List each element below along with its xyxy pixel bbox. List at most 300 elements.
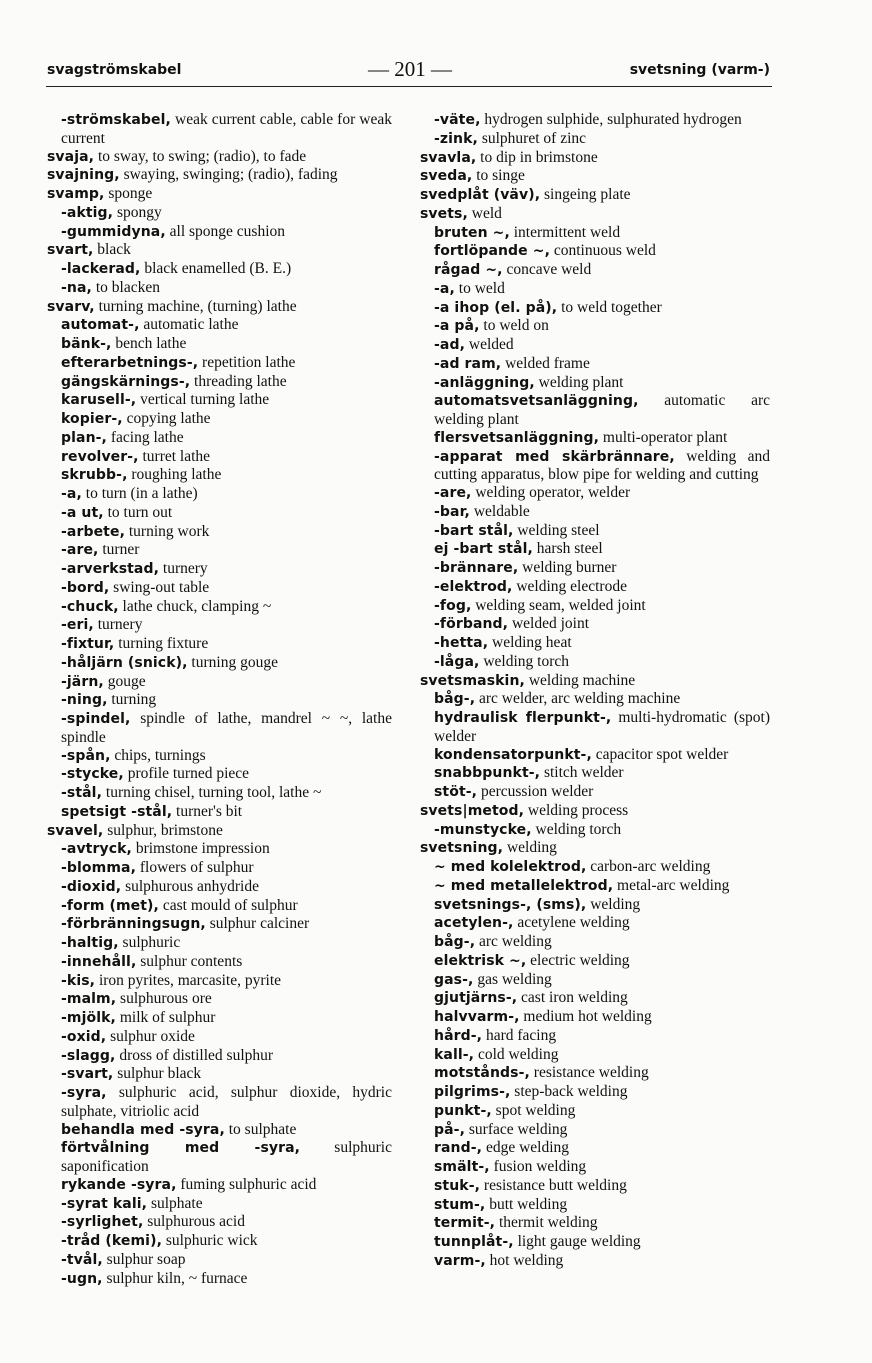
entry-headword: halvvarm-,: [434, 1009, 520, 1025]
entry-definition: sulphur calciner: [205, 915, 310, 933]
dictionary-subentry: [47, 897, 392, 916]
entry-definition: arc welder, arc welding machine: [475, 690, 681, 708]
entry-definition: turning: [107, 691, 157, 709]
entry-headword: -mjölk,: [61, 1010, 116, 1026]
dictionary-subentry: [420, 1083, 770, 1102]
entry-definition: to blacken: [91, 278, 160, 296]
entry-headword: ej -bart stål,: [434, 541, 533, 558]
entry-headword: -spån,: [61, 747, 111, 764]
entry-definition: welding operator, welder: [471, 484, 631, 501]
entry-definition: multi-operator plant: [599, 428, 728, 446]
entry-headword: -syra,: [61, 1085, 107, 1101]
entry-headword: -munstycke,: [434, 821, 532, 838]
entry-headword: -a,: [61, 486, 82, 502]
entry-headword: efterarbetnings-,: [61, 354, 199, 371]
dictionary-entry: [420, 205, 770, 224]
entry-headword: svetsning,: [420, 840, 504, 857]
dictionary-subentry: [420, 858, 770, 877]
entry-headword: revolver-,: [61, 448, 139, 465]
entry-definition: sulphuret of zinc: [477, 129, 587, 147]
entry-headword: -fixtur,: [61, 636, 115, 652]
dictionary-subentry: [47, 691, 392, 710]
dictionary-subentry: [47, 915, 392, 934]
entry-definition: brimstone impression: [131, 840, 270, 858]
entry-headword: kall-,: [434, 1046, 475, 1063]
dictionary-subentry: [420, 783, 770, 802]
entry-headword: -a,: [434, 280, 455, 297]
entry-headword: -ad,: [434, 337, 465, 353]
entry-definition: cast mould of sulphur: [158, 896, 298, 914]
dictionary-subentry: [47, 111, 392, 148]
dictionary-subentry: [420, 540, 770, 559]
dictionary-subentry: [47, 1195, 392, 1214]
entry-headword: plan-,: [61, 429, 107, 446]
dictionary-subentry: [47, 953, 392, 972]
dictionary-subentry: [47, 784, 392, 803]
dictionary-subentry: [420, 952, 770, 971]
dictionary-subentry: [420, 578, 770, 597]
dictionary-entry: [420, 186, 770, 205]
dictionary-subentry: [420, 1177, 770, 1196]
dictionary-subentry: [420, 355, 770, 374]
dictionary-subentry: [47, 654, 392, 673]
entry-definition: turner: [98, 541, 140, 559]
dictionary-subentry: [47, 803, 392, 822]
dictionary-subentry: [420, 1196, 770, 1215]
entry-headword: -kis,: [61, 972, 96, 989]
dictionary-subentry: [420, 896, 770, 915]
entry-headword: behandla med -syra,: [61, 1121, 225, 1138]
entry-definition: to weld on: [479, 317, 549, 335]
entry-headword: kopier-,: [61, 411, 123, 427]
entry-headword: -svart,: [61, 1066, 114, 1083]
entry-definition: spongy: [113, 203, 162, 221]
dictionary-subentry: [420, 615, 770, 634]
entry-headword: gas-,: [434, 971, 474, 988]
entry-definition: copying lathe: [122, 410, 211, 427]
entry-headword: -chuck,: [61, 598, 119, 615]
entry-definition: intermittent weld: [509, 223, 621, 241]
entry-headword: gjutjärns-,: [434, 990, 518, 1007]
dictionary-entry: [47, 185, 392, 204]
entry-headword: svets|metod,: [420, 802, 525, 819]
dictionary-subentry: [47, 1251, 392, 1270]
entry-headword: acetylen-,: [434, 915, 514, 932]
dictionary-subentry: [420, 877, 770, 896]
entry-definition: concave weld: [502, 261, 592, 278]
dictionary-subentry: [47, 391, 392, 410]
dictionary-entry: [420, 167, 770, 186]
dictionary-entry: [47, 166, 392, 185]
dictionary-entry: [47, 822, 392, 841]
dictionary-column-right: [420, 111, 770, 1271]
dictionary-subentry: [47, 990, 392, 1009]
entry-headword: kondensatorpunkt-,: [434, 746, 592, 763]
entry-definition: black: [93, 241, 131, 259]
dictionary-subentry: [420, 634, 770, 653]
entry-definition: welding plant: [534, 373, 624, 391]
entry-headword: automat-,: [61, 317, 140, 334]
entry-headword: rågad ~,: [434, 262, 503, 278]
entry-definition: repetition lathe: [198, 353, 296, 371]
entry-definition: chips, turnings: [110, 746, 206, 764]
entry-definition: black enamelled (B. E.): [140, 260, 292, 277]
entry-definition: welding steel: [513, 521, 600, 539]
entry-headword: -eri,: [61, 617, 94, 634]
entry-headword: -malm,: [61, 991, 117, 1008]
entry-definition: light gauge welding: [513, 1233, 641, 1250]
entry-definition: fuming sulphuric acid: [176, 1175, 317, 1193]
dictionary-subentry: [420, 746, 770, 765]
entry-headword: -lackerad,: [61, 261, 141, 277]
entry-headword: -na,: [61, 279, 92, 296]
entry-definition: turret lathe: [138, 447, 211, 465]
entry-headword: svarv,: [47, 298, 95, 315]
entry-definition: turning chisel, turning tool, lathe ~: [102, 784, 322, 801]
entry-headword: snabbpunkt-,: [434, 765, 541, 782]
dictionary-subentry: [420, 317, 770, 336]
entry-definition: welding and cutting apparatus, blow pipe for welding and cutting: [434, 447, 770, 484]
dictionary-subentry: [420, 1214, 770, 1233]
entry-definition: turnery: [93, 616, 143, 634]
entry-headword: spetsigt -stål,: [61, 803, 173, 820]
entry-definition: welding process: [524, 801, 629, 819]
dictionary-subentry: [47, 616, 392, 635]
entry-headword: automatsvetsanläggning,: [434, 393, 639, 410]
entry-definition: stitch welder: [540, 764, 624, 782]
dictionary-subentry: [420, 1008, 770, 1027]
entry-headword: svetsmaskin,: [420, 672, 525, 689]
entry-headword: -syrat kali,: [61, 1195, 148, 1212]
entry-definition: hot welding: [485, 1251, 564, 1269]
dictionary-subentry: [47, 1047, 392, 1066]
entry-definition: to sway, to swing; (radio), to fade: [94, 147, 307, 165]
entry-headword: svamp,: [47, 186, 105, 202]
dictionary-entry: [420, 672, 770, 691]
dictionary-subentry: [420, 448, 770, 485]
dictionary-subentry: [420, 1252, 770, 1271]
entry-definition: welding torch: [531, 820, 622, 838]
entry-headword: -ugn,: [61, 1270, 103, 1287]
entry-headword: -hetta,: [434, 635, 489, 651]
entry-definition: facing lathe: [106, 428, 184, 446]
entry-definition: to dip in brimstone: [476, 148, 598, 166]
entry-headword: -haltig,: [61, 935, 119, 951]
dictionary-subentry: [47, 466, 392, 485]
entry-definition: arc welding: [475, 933, 552, 950]
dictionary-entry: [420, 802, 770, 821]
dictionary-subentry: [47, 1009, 392, 1028]
dictionary-column-left: [47, 111, 392, 1288]
entry-definition: to sulphate: [224, 1120, 297, 1138]
entry-definition: capacitor spot welder: [591, 745, 729, 763]
entry-definition: welding: [503, 839, 557, 857]
dictionary-subentry: [420, 1121, 770, 1140]
dictionary-subentry: [420, 224, 770, 243]
entry-definition: sulphur soap: [102, 1250, 186, 1268]
entry-definition: dross of distilled sulphur: [115, 1046, 274, 1064]
entry-headword: -bart stål,: [434, 522, 514, 539]
entry-headword: svart,: [47, 242, 94, 259]
entry-headword: hydraulisk flerpunkt-,: [434, 710, 612, 726]
entry-definition: sulphuric acid, sulphur dioxide, hydric sulphate, vitriolic acid: [61, 1084, 392, 1120]
entry-headword: -brännare,: [434, 560, 519, 576]
dictionary-subentry: [47, 504, 392, 523]
entry-definition: sulphurous acid: [143, 1213, 245, 1231]
entry-definition: sulphuric: [118, 934, 181, 951]
entry-definition: multi-hydromatic (spot) welder: [434, 709, 771, 745]
entry-headword: -arverkstad,: [61, 561, 160, 577]
dictionary-subentry: [47, 840, 392, 859]
entry-definition: medium hot welding: [519, 1008, 652, 1025]
entry-headword: -ad ram,: [434, 355, 502, 372]
dictionary-subentry: [420, 690, 770, 709]
dictionary-subentry: [420, 261, 770, 280]
dictionary-subentry: [420, 299, 770, 318]
entry-definition: iron pyrites, marcasite, pyrite: [95, 971, 282, 989]
entry-definition: percussion welder: [477, 783, 594, 800]
entry-headword: termit-,: [434, 1215, 496, 1232]
dictionary-subentry: [47, 747, 392, 766]
entry-definition: welded: [465, 336, 514, 353]
entry-headword: -are,: [61, 542, 99, 559]
dictionary-subentry: [420, 130, 770, 149]
dictionary-subentry: [420, 764, 770, 783]
dictionary-subentry: [47, 448, 392, 467]
entry-headword: karusell-,: [61, 392, 137, 409]
entry-headword: -låga,: [434, 653, 480, 670]
entry-headword: -a ihop (el. på),: [434, 299, 558, 316]
entry-definition: sulphuric wick: [161, 1232, 258, 1249]
entry-headword: svajning,: [47, 167, 120, 184]
entry-headword: -håljärn (snick),: [61, 654, 188, 671]
entry-definition: roughing lathe: [127, 466, 222, 484]
entry-headword: -fog,: [434, 597, 472, 614]
entry-headword: -tvål,: [61, 1251, 103, 1268]
dictionary-subentry: [420, 336, 770, 355]
entry-headword: ~ med kolelektrod,: [434, 859, 587, 875]
entry-definition: sulphur contents: [136, 952, 243, 970]
dictionary-subentry: [47, 354, 392, 373]
entry-headword: -stycke,: [61, 766, 124, 783]
entry-headword: båg-,: [434, 934, 476, 950]
entry-headword: -are,: [434, 485, 472, 501]
entry-definition: sulphur oxide: [106, 1027, 195, 1045]
dictionary-subentry: [47, 765, 392, 784]
dictionary-subentry: [420, 914, 770, 933]
dictionary-entry: [420, 149, 770, 168]
entry-headword: rykande -syra,: [61, 1176, 177, 1193]
dictionary-subentry: [47, 485, 392, 504]
entry-headword: svaja,: [47, 148, 95, 165]
entry-headword: -arbete,: [61, 523, 125, 540]
entry-headword: punkt-,: [434, 1102, 492, 1119]
entry-headword: -strömskabel,: [61, 112, 171, 128]
dictionary-subentry: [47, 1232, 392, 1251]
entry-definition: butt welding: [485, 1195, 568, 1213]
entry-definition: acetylene welding: [513, 914, 630, 932]
dictionary-subentry: [420, 709, 770, 746]
entry-definition: edge welding: [482, 1139, 570, 1157]
entry-definition: weak current cable, cable for weak current: [61, 111, 392, 147]
entry-headword: stöt-,: [434, 784, 478, 800]
entry-headword: -a på,: [434, 318, 480, 335]
dictionary-subentry: [47, 859, 392, 878]
entry-headword: ~ med metallelektrod,: [434, 877, 614, 894]
dictionary-subentry: [420, 522, 770, 541]
dictionary-subentry: [420, 1046, 770, 1065]
entry-definition: surface welding: [465, 1120, 568, 1138]
dictionary-subentry: [420, 429, 770, 448]
entry-definition: spindle of lathe, mandrel ~ ~, lathe spindle: [61, 710, 392, 746]
entry-headword: -zink,: [434, 130, 478, 147]
entry-headword: skrubb-,: [61, 467, 128, 484]
entry-definition: welded joint: [508, 615, 590, 633]
entry-definition: swing-out table: [109, 578, 210, 596]
entry-definition: cold welding: [474, 1045, 559, 1063]
dictionary-subentry: [47, 223, 392, 242]
entry-definition: welding seam, welded joint: [471, 596, 646, 614]
dictionary-subentry: [47, 260, 392, 279]
dictionary-subentry: [47, 1176, 392, 1195]
entry-definition: cast iron welding: [517, 989, 628, 1007]
dictionary-subentry: [420, 1233, 770, 1252]
entry-definition: step-back welding: [510, 1083, 628, 1100]
entry-headword: båg-,: [434, 691, 476, 708]
entry-headword: -avtryck,: [61, 841, 132, 858]
entry-headword: gängskärnings-,: [61, 373, 191, 390]
dictionary-subentry: [420, 484, 770, 503]
dictionary-subentry: [47, 673, 392, 692]
entry-headword: -apparat med skärbrännare,: [434, 448, 675, 465]
entry-definition: welding machine: [524, 671, 636, 689]
entry-definition: welded frame: [501, 354, 590, 372]
entry-definition: weld: [467, 204, 502, 222]
dictionary-subentry: [420, 989, 770, 1008]
dictionary-entry: [47, 148, 392, 167]
entry-headword: pilgrims-,: [434, 1084, 511, 1100]
entry-definition: welding electrode: [512, 577, 627, 595]
entry-headword: -förbränningsugn,: [61, 916, 206, 933]
dictionary-subentry: [47, 335, 392, 354]
entry-definition: sulphurous anhydride: [121, 877, 259, 895]
entry-definition: carbon-arc welding: [586, 858, 711, 875]
entry-headword: -syrlighet,: [61, 1214, 144, 1231]
entry-headword: -slagg,: [61, 1047, 116, 1064]
dictionary-subentry: [47, 410, 392, 429]
dictionary-subentry: [420, 374, 770, 393]
dictionary-subentry: [47, 598, 392, 617]
entry-headword: stuk-,: [434, 1177, 481, 1194]
entry-headword: svets,: [420, 205, 468, 222]
dictionary-subentry: [47, 934, 392, 953]
dictionary-subentry: [420, 503, 770, 522]
dictionary-subentry: [47, 579, 392, 598]
dictionary-subentry: [47, 316, 392, 335]
entry-headword: smält-,: [434, 1159, 490, 1175]
entry-definition: gouge: [103, 672, 146, 690]
dictionary-subentry: [420, 1064, 770, 1083]
entry-headword: -a ut,: [61, 504, 104, 521]
entry-headword: -oxid,: [61, 1028, 107, 1045]
entry-definition: turning machine, (turning) lathe: [94, 297, 297, 315]
dictionary-entry: [420, 839, 770, 858]
entry-headword: svedplåt (väv),: [420, 187, 541, 203]
entry-headword: -form (met),: [61, 897, 159, 914]
entry-definition: sulphur black: [113, 1065, 202, 1083]
entry-headword: -bar,: [434, 503, 470, 520]
entry-definition: turning work: [125, 522, 210, 540]
entry-definition: sulphur, brimstone: [103, 821, 223, 839]
entry-definition: vertical turning lathe: [136, 391, 270, 409]
entry-definition: weldable: [469, 502, 530, 520]
entry-headword: fortlöpande ~,: [434, 243, 550, 260]
entry-headword: hård-,: [434, 1027, 483, 1044]
entry-definition: lathe chuck, clamping ~: [118, 597, 272, 615]
dictionary-subentry: [47, 878, 392, 897]
dictionary-subentry: [420, 392, 770, 429]
entry-definition: turning gouge: [187, 653, 278, 671]
entry-headword: varm-,: [434, 1252, 486, 1269]
entry-definition: continuous weld: [550, 242, 656, 260]
dictionary-subentry: [420, 1139, 770, 1158]
dictionary-subentry: [47, 1270, 392, 1289]
entry-headword: flersvetsanläggning,: [434, 429, 600, 446]
entry-headword: rand-,: [434, 1140, 483, 1157]
entry-definition: metal-arc welding: [613, 876, 730, 894]
entry-headword: -gummidyna,: [61, 223, 166, 240]
dictionary-entry: [47, 241, 392, 260]
entry-definition: welding torch: [479, 652, 569, 670]
dictionary-subentry: [47, 373, 392, 392]
entry-definition: swaying, swinging; (radio), fading: [119, 166, 338, 184]
dictionary-subentry: [420, 1102, 770, 1121]
entry-headword: -elektrod,: [434, 578, 513, 595]
entry-headword: svetsnings-, (sms),: [434, 896, 587, 913]
dictionary-subentry: [47, 635, 392, 654]
entry-definition: to weld together: [557, 298, 662, 316]
entry-headword: -spindel,: [61, 711, 131, 727]
entry-definition: resistance butt welding: [480, 1176, 627, 1194]
dictionary-subentry: [420, 653, 770, 672]
dictionary-subentry: [420, 1027, 770, 1046]
entry-headword: svavel,: [47, 822, 104, 839]
entry-definition: bench lathe: [111, 335, 187, 352]
entry-headword: -anläggning,: [434, 374, 535, 391]
dictionary-subentry: [420, 933, 770, 952]
page-number: — 201 —: [368, 57, 452, 81]
dictionary-subentry: [47, 279, 392, 298]
entry-definition: resistance welding: [529, 1064, 649, 1082]
dictionary-subentry: [47, 710, 392, 747]
entry-definition: to singe: [472, 167, 525, 185]
entry-definition: hydrogen sulphide, sulphurated hydrogen: [480, 111, 742, 128]
entry-headword: -väte,: [434, 112, 481, 128]
dictionary-subentry: [47, 1139, 392, 1176]
entry-definition: all sponge cushion: [165, 222, 286, 240]
entry-headword: på-,: [434, 1121, 465, 1138]
entry-headword: stum-,: [434, 1196, 486, 1213]
dictionary-subentry: [420, 821, 770, 840]
dictionary-subentry: [47, 1121, 392, 1140]
entry-headword: -ning,: [61, 692, 108, 709]
entry-headword: -bord,: [61, 579, 110, 596]
dictionary-subentry: [420, 559, 770, 578]
entry-definition: milk of sulphur: [115, 1009, 216, 1026]
entry-definition: thermit welding: [495, 1214, 598, 1232]
entry-definition: sponge: [104, 185, 153, 202]
entry-headword: -blomma,: [61, 860, 136, 876]
